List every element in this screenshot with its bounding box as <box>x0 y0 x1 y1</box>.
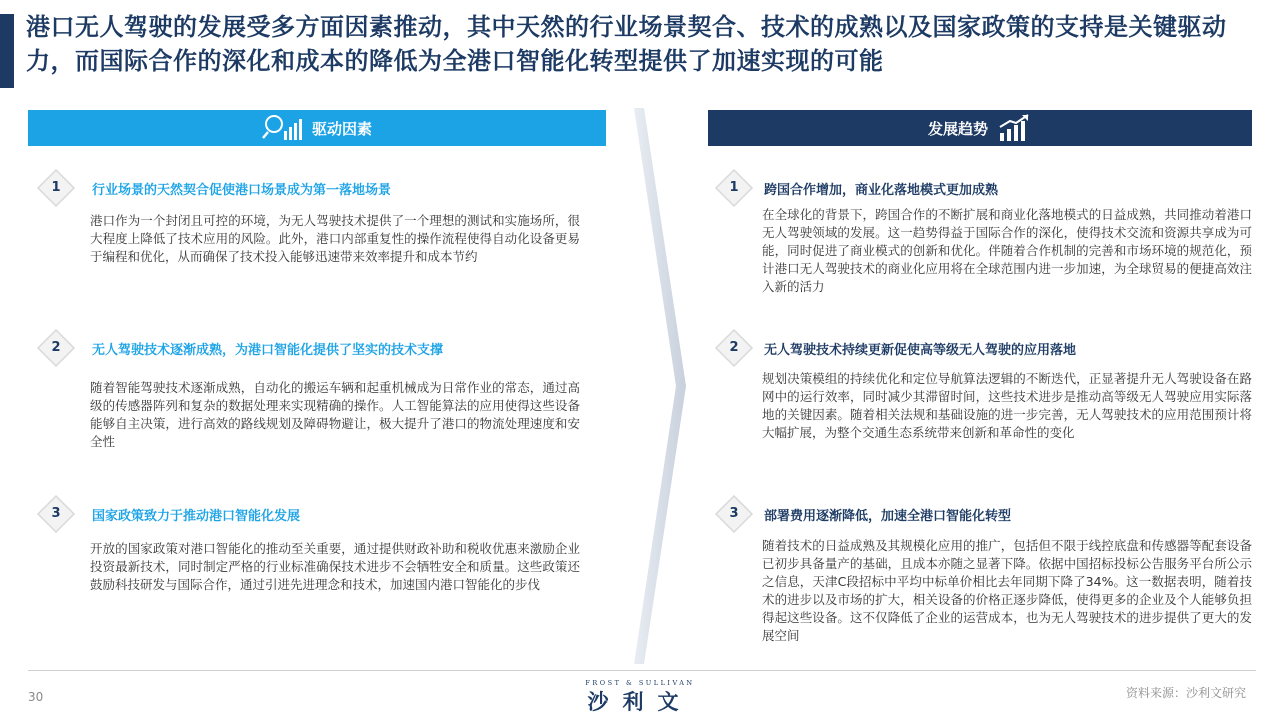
brand-logo-tagline: FROST & SULLIVAN <box>585 679 695 687</box>
item-title: 国家政策致力于推动港口智能化发展 <box>92 509 301 524</box>
number-badge: 2 <box>36 328 76 368</box>
driver-item-3 <box>36 494 596 614</box>
title-accent-bar <box>0 14 14 88</box>
driver-item-2 <box>36 328 596 458</box>
page-number: 30 <box>28 690 44 704</box>
chevron-divider <box>630 108 690 664</box>
item-title: 无人驾驶技术逐渐成熟，为港口智能化提供了坚实的技术支撑 <box>92 343 444 358</box>
trend-item-1 <box>714 168 1264 298</box>
item-title: 行业场景的天然契合促使港口场景成为第一落地场景 <box>92 183 392 198</box>
trend-item-2 <box>714 328 1264 458</box>
number-badge: 1 <box>714 168 754 208</box>
footer-divider <box>28 670 1256 671</box>
trends-header <box>708 110 1252 146</box>
item-body: 在全球化的背景下，跨国合作的不断扩展和商业化落地模式的日益成熟，共同推动着港口无人驾驶领域的发展。这一趋势得益于国际合作的深化，使得技术交流和资源共享成为可能，同时促进了商业模式的创新和优化。伴随着合作机制的完善和市场环境的规范化，预计港口无人驾驶技术的商业化应用将在全球范围内进一步加速，为全球贸易的便捷高效注入新的活力 <box>762 207 1252 294</box>
source-note: 资料来源：沙利文研究 <box>1125 686 1246 700</box>
growth-chart-icon <box>998 113 1032 143</box>
drivers-header <box>28 110 606 146</box>
number-badge: 3 <box>36 494 76 534</box>
brand-logo: 沙利文 <box>587 690 693 714</box>
driver-item-1 <box>36 168 596 288</box>
number-badge: 1 <box>36 168 76 208</box>
analytics-icon <box>262 113 302 143</box>
drivers-header-label: 驱动因素 <box>311 119 372 138</box>
page-title: 港口无人驾驶的发展受多方面因素推动，其中天然的行业场景契合、技术的成熟以及国家政策的支持是关键驱动力，而国际合作的深化和成本的降低为全港口智能化转型提供了加速实现的可能 <box>26 13 1227 75</box>
number-badge: 3 <box>714 494 754 534</box>
item-body: 开放的国家政策对港口智能化的推动至关重要，通过提供财政补助和税收优惠来激励企业投资最新技术，同时制定严格的行业标准确保技术进步不会牺牲安全和质量。这些政策还鼓励科技研发与国际合作，通过引进先进理念和技术，加速国内港口智能化的步伐 <box>90 541 580 592</box>
item-body: 随着智能驾驶技术逐渐成熟，自动化的搬运车辆和起重机械成为日常作业的常态，通过高级的传感器阵列和复杂的数据处理来实现精确的操作。人工智能算法的应用使得这些设备能够自主决策，进行高效的路线规划及障碍物避让，极大提升了港口的物流处理速度和安全性 <box>90 380 580 449</box>
number-badge: 2 <box>714 328 754 368</box>
item-body: 随着技术的日益成熟及其规模化应用的推广，包括但不限于线控底盘和传感器等配套设备已初步具备量产的基础，且成本亦随之显著下降。依据中国招标投标公告服务平台所公示之信息，天津C段招标中平均中标单价相比去年同期下降了34%。这一数据表明，随着技术的进步以及市场的扩大，相关设备的价格正逐步降低，使得更多的企业及个人能够负担得起这些设备。这不仅降低了企业的运营成本，也为无人驾驶技术的进步提供了更大的发展空间 <box>762 538 1252 643</box>
item-title: 跨国合作增加，商业化落地模式更加成熟 <box>764 183 999 198</box>
trends-header-label: 发展趋势 <box>927 119 988 138</box>
item-title: 部署费用逐渐降低，加速全港口智能化转型 <box>764 509 1012 524</box>
item-body: 规划决策模组的持续优化和定位导航算法逻辑的不断迭代，正显著提升无人驾驶设备在路网中的运行效率，同时减少其滞留时间，这些技术进步是推动高等级无人驾驶应用实际落地的关键因素。随着相关法规和基础设施的进一步完善，无人驾驶技术的应用范围预计将大幅扩展，为整个交通生态系统带来创新和革命性的变化 <box>762 371 1252 440</box>
item-title: 无人驾驶技术持续更新促使高等级无人驾驶的应用落地 <box>764 343 1077 358</box>
trend-item-3 <box>714 494 1264 644</box>
item-body: 港口作为一个封闭且可控的环境，为无人驾驶技术提供了一个理想的测试和实施场所，很大程度上降低了技术应用的风险。此外，港口内部重复性的操作流程使得自动化设备更易于编程和优化，从而确保了技术投入能够迅速带来效率提升和成本节约 <box>90 213 580 264</box>
